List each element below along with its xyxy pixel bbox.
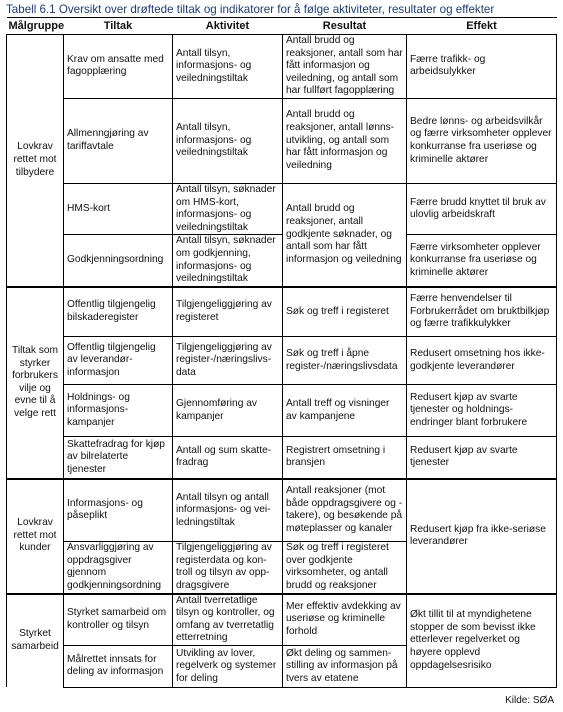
resultat-cell: Antall treff og visninger av kampanjene [283, 385, 407, 437]
resultat-cell: Mer effektiv avdekking av useriøse og kriminelle forhold [283, 594, 407, 646]
aktivitet-cell: Antall tilsyn, søknader om godkjenning, informasjons- og veiledningstiltak [173, 235, 283, 287]
resultat-cell: Antall brudd og reaksjoner, antall lønns-utvikling, og antall som har fått informasjon og veiledning [283, 98, 407, 183]
aktivitet-cell: Antall tilsyn, informasjons- og veiledningstiltak [173, 98, 283, 183]
table-row [7, 98, 557, 183]
overview-table [6, 17, 557, 688]
tiltak-cell: Styrket samarbeid om kontroller og tilsyn [64, 594, 173, 646]
aktivitet-cell: Gjennomføring av kampanjer [173, 385, 283, 437]
table-caption: Tabell 6.1 Oversikt over drøftede tiltak og indikatorer for å følge aktiviteter, resultater og effekter [6, 3, 495, 16]
aktivitet-cell: Antall tilsyn, søknader om HMS-kort, informasjons- og veiledningstiltak [173, 183, 283, 234]
aktivitet-cell: Antall tilsyn, informasjons- og veiledningstiltak [173, 35, 283, 99]
effekt-cell: Bedre lønns- og arbeidsvilkår og færre virksomheter opplever konkurranse fra useriøse og kriminelle aktører [407, 98, 557, 183]
effekt-cell: Økt tillit til at myndighetene stopper de som bevisst ikke etterlever regelverket og høyere opplevd oppdagelsesrisiko [407, 594, 557, 688]
effekt-cell: Færre virksomheter opplever konkurranse fra useriøse og kriminelle aktører [407, 235, 557, 287]
effekt-cell: Færre henvendelser til Forbrukerrådet om bruktbilkjøp og færre trafikkulykker [407, 287, 557, 337]
header-row [7, 18, 557, 35]
header-tiltak: Tiltak [64, 18, 173, 35]
table-row [7, 479, 557, 542]
resultat-cell: Antall brudd og reaksjoner, antall godkjente søknader, og antall som har fått informasjon og veiledning [283, 183, 407, 286]
effekt-cell: Færre brudd knyttet til bruk av ulovlig arbeidskraft [407, 183, 557, 234]
table-row [7, 437, 557, 479]
aktivitet-cell: Tilgjengeliggjøring av register-/næringslivs-data [173, 337, 283, 385]
aktivitet-cell: Utvikling av lover, regelverk og systemer for deling [173, 645, 283, 687]
aktivitet-cell: Antall tilsyn og antall informasjons- og vei-ledningstiltak [173, 479, 283, 542]
tiltak-cell: Skattefradrag for kjøp av bilrelaterte tjenester [64, 437, 173, 479]
aktivitet-cell: Tilgjengeliggjøring av registerdata og kon-troll og tilsyn av opp-dragsgivere [173, 542, 283, 594]
effekt-cell: Redusert omsetning hos ikke-godkjente leverandører [407, 337, 557, 385]
effekt-cell: Redusert kjøp av svarte tjenester [407, 437, 557, 479]
resultat-cell: Økt deling og sammen-stilling av informasjon på tvers av etatene [283, 645, 407, 687]
tiltak-cell: HMS-kort [64, 183, 173, 234]
effekt-cell: Færre trafikk- og arbeidsulykker [407, 35, 557, 99]
tiltak-cell: Holdnings- og informasjons-kampanjer [64, 385, 173, 437]
tiltak-cell: Krav om ansatte med fagopplæring [64, 35, 173, 99]
resultat-cell: Antall reaksjoner (mot både oppdragsgivere og -takere), og besøkende på møteplasser og kanaler [283, 479, 407, 542]
aktivitet-cell: Antall og sum skatte-fradrag [173, 437, 283, 479]
effekt-cell: Redusert kjøp fra ikke-seriøse leverandører [407, 479, 557, 594]
tiltak-cell: Målrettet innsats for deling av informasjon [64, 645, 173, 687]
table-row [7, 235, 557, 287]
resultat-cell: Søk og treff i registeret [283, 287, 407, 337]
group-cell: Lovkrav rettet mot tilbydere [7, 35, 64, 287]
tiltak-cell: Allmenngjøring av tariffavtale [64, 98, 173, 183]
group-cell: Tiltak som styrker forbrukers vilje og evne til å velge rett [7, 287, 64, 479]
header-aktivitet: Aktivitet [173, 18, 283, 35]
aktivitet-cell: Antall tverretatlige tilsyn og kontroller, og omfang av tverretatlig etterretning [173, 594, 283, 646]
effekt-cell: Redusert kjøp av svarte tjenester og holdnings-endringer blant forbrukere [407, 385, 557, 437]
resultat-cell: Registrert omsetning i bransjen [283, 437, 407, 479]
resultat-cell: Antall brudd og reaksjoner, antall som har fått informasjon og veiledning, og antall som har fullført fagopplæring [283, 35, 407, 99]
header-resultat: Resultat [283, 18, 407, 35]
group-cell: Styrket samarbeid [7, 594, 64, 688]
resultat-cell: Søk og treff i registeret over godkjente virksomheter, og antall brudd og reaksjoner [283, 542, 407, 594]
group-cell: Lovkrav rettet mot kunder [7, 479, 64, 594]
table-row [7, 594, 557, 646]
tiltak-cell: Godkjenningsordning [64, 235, 173, 287]
tiltak-cell: Ansvarliggjøring av oppdragsgiver gjennom godkjenningsordning [64, 542, 173, 594]
table-row [7, 183, 557, 234]
header-malgruppe: Målgruppe [7, 18, 64, 35]
tiltak-cell: Offentlig tilgjengelig bilskaderegister [64, 287, 173, 337]
tiltak-cell: Offentlig tilgjengelig av leverandør-informasjon [64, 337, 173, 385]
table-row [7, 385, 557, 437]
table-row [7, 287, 557, 337]
header-effekt: Effekt [407, 18, 557, 35]
source-note: Kilde: SØA [505, 695, 554, 706]
aktivitet-cell: Tilgjengeliggjøring av registeret [173, 287, 283, 337]
resultat-cell: Søk og treff i åpne register-/næringslivsdata [283, 337, 407, 385]
tiltak-cell: Informasjons- og påseplikt [64, 479, 173, 542]
table-row [7, 337, 557, 385]
table-row [7, 35, 557, 99]
